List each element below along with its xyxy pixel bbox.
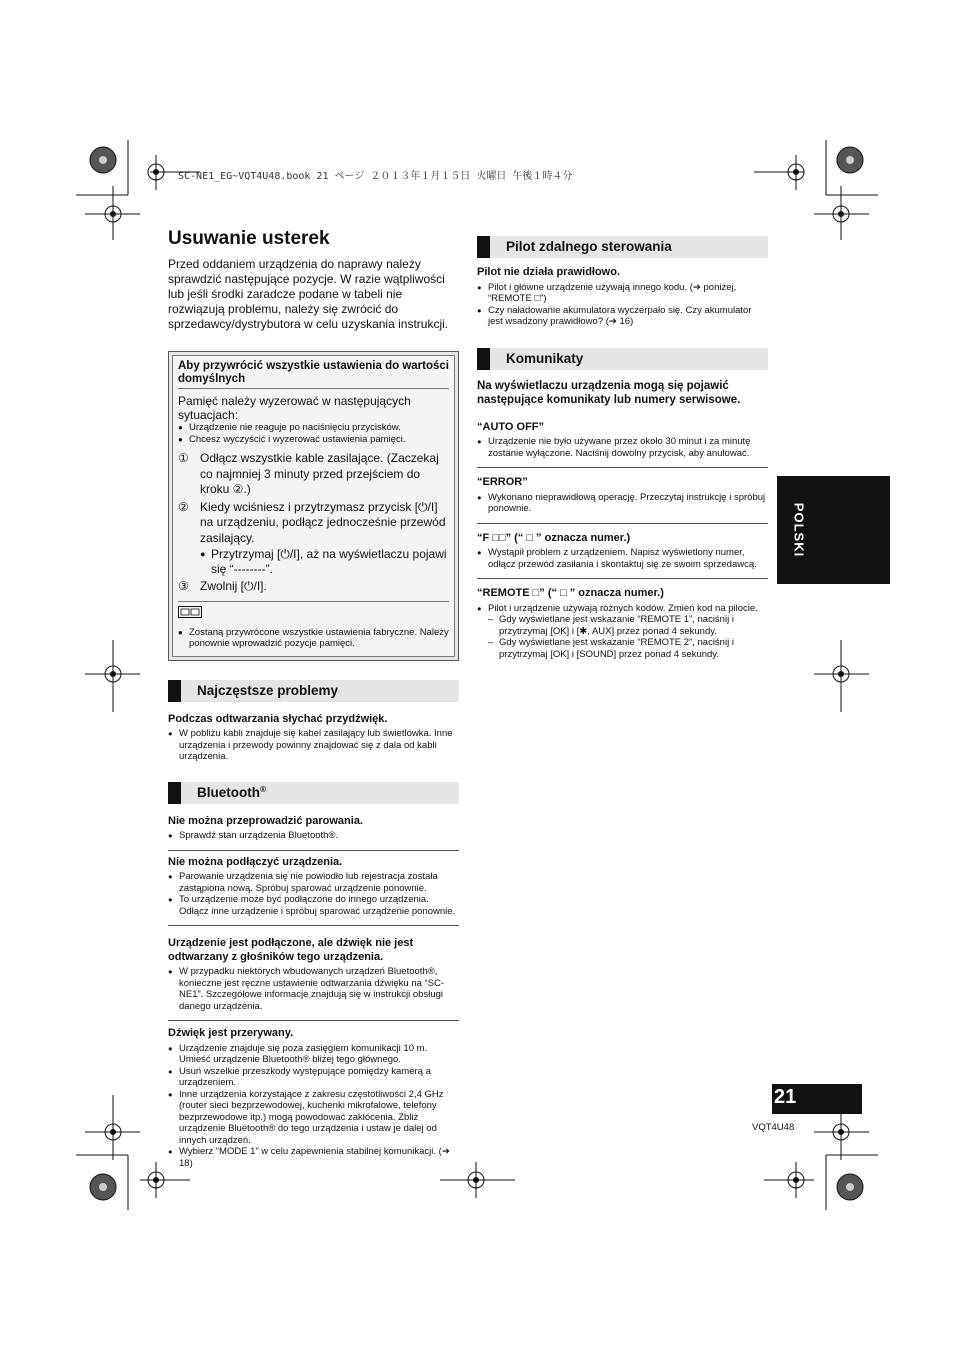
reset-intro: Pamięć należy wyzerować w następujących sytuacjach:	[178, 394, 411, 422]
language-tab-label: POLSKI	[791, 502, 807, 558]
section-remote	[477, 236, 768, 258]
problem-answer: ● Usuń wszelkie przeszkody występujące pomiędzy kamerą a urządzeniem.	[168, 1066, 459, 1089]
print-header: SC-NE1_EG~VQT4U48.book 21 ページ ２０１３年１月１５日 火曜日 午後１時４分	[178, 171, 573, 182]
message-code: “ERROR”	[477, 476, 528, 488]
message-description: – Gdy wyświetlane jest wskazanie “REMOTE 1”, naciśnij i przytrzymaj [OK] i [✱, AUX] przez ponad 4 sekundy.	[477, 614, 768, 637]
doc-code: VQT4U48	[752, 1122, 795, 1133]
problem-answer: ● Urządzenie znajduje się poza zasięgiem komunikacji 10 m. Umieść urządzenie Bluetooth® bliżej tego głównego.	[168, 1043, 459, 1066]
step-number: ③	[178, 579, 189, 593]
section-common	[168, 680, 459, 702]
problem-answer: ● Pilot i główne urządzenie używają innego kodu. (➔ poniżej, “REMOTE □”)	[477, 282, 768, 305]
problem-answer: ● W pobliżu kabli znajduje się kabel zasilający lub świetlówka. Inne urządzenia i przewody powinny znajdować się z dala od kabli urządzenia.	[168, 728, 459, 763]
step-text: Kiedy wciśniesz i przytrzymasz przycisk [⏻/I] na urządzeniu, podłącz jednocześnie przewód zasilający.	[200, 499, 446, 545]
problem-answer: ● Czy naładowanie akumulatora wyczerpało się. Czy akumulator jest wsadzony prawidłowo? (➔ 16)	[477, 305, 768, 328]
problem-answer: ● W przypadku niektórych wbudowanych urządzeń Bluetooth®, konieczne jest ręczne ustawienie odtwarzania dźwięku na “SC-NE1”. Szczegółowe informacje znajdują się w instrukcji obsługi danego urządzenia.	[168, 966, 459, 1012]
problem-question: Urządzenie jest podłączone, ale dźwięk nie jest odtwarzany z głośników tego urządzenia.	[168, 937, 414, 963]
section-heading: Bluetooth®	[197, 784, 266, 800]
right-column	[477, 236, 768, 660]
message-description: – Gdy wyświetlane jest wskazanie “REMOTE 2”, naciśnij i przytrzymaj [OK] i [SOUND] przez ponad 4 sekundy.	[477, 637, 768, 660]
intro-text: Przed oddaniem urządzenia do naprawy należy sprawdzić następujące pozycje. W razie wątpliwości lub jeśli środki zaradcze podane w tabeli nie rozwiązują problemu, należy się zwrócić do sprzedawcy/dystrybutora w celu uzyskania instrukcji.	[168, 257, 449, 331]
message-code: “REMOTE □” (“ □ ” oznacza numer.)	[477, 587, 664, 599]
message-description: ● Wykonano nieprawidłową operację. Przeczytaj instrukcję i spróbuj ponownie.	[477, 492, 768, 515]
problem-question: Dźwięk jest przerywany.	[168, 1027, 294, 1039]
message-description: ● Wystąpił problem z urządzeniem. Napisz wyświetlony numer, odłącz przewód zasilania i skontaktuj się ze swoim sprzedawcą.	[477, 547, 768, 570]
step-number: ①	[178, 451, 189, 465]
section-messages	[477, 348, 768, 370]
language-tab	[777, 476, 890, 584]
page-number-box	[772, 1084, 862, 1114]
reset-step	[178, 500, 449, 578]
reset-step	[178, 579, 449, 595]
step-text: Zwolnij [⏻/I].	[200, 579, 267, 593]
reset-step	[178, 451, 449, 498]
page-title: Usuwanie usterek	[168, 228, 330, 249]
note-text: ● Zostaną przywrócone wszystkie ustawienia fabryczne. Należy ponownie wprowadzić pozycje pamięci.	[178, 627, 449, 650]
book-note-icon	[178, 606, 202, 618]
messages-intro: Na wyświetlaczu urządzenia mogą się pojawić następujące komunikaty lub numery serwisowe.	[477, 379, 741, 406]
reset-heading: Aby przywrócić wszystkie ustawienia do wartości domyślnych	[178, 360, 449, 389]
message-description: ● Pilot i urządzenie używają różnych kodów. Zmień kod na pilocie.	[477, 603, 768, 615]
section-bluetooth	[168, 782, 459, 804]
message-code: “AUTO OFF”	[477, 420, 545, 433]
reset-bullet: ● Chcesz wyczyścić i wyzerować ustawienia pamięci.	[178, 434, 449, 446]
problem-answer: ● Sprawdź stan urządzenia Bluetooth®.	[168, 830, 459, 842]
problem-answer: ● Parowanie urządzenia się nie powiodło lub rejestracja została zastąpiona nową. Spróbuj sparować urządzenie ponownie.	[168, 871, 459, 894]
problem-answer: ● Wybierz “MODE 1” w celu zapewnienia stabilnej komunikacji. (➔ 18)	[168, 1146, 459, 1169]
problem-question: Pilot nie działa prawidłowo.	[477, 266, 621, 278]
section-heading: Najczęstsze problemy	[197, 682, 339, 698]
problem-question: Podczas odtwarzania słychać przydźwięk.	[168, 712, 388, 725]
section-heading: Komunikaty	[506, 350, 584, 366]
reset-steps	[178, 451, 449, 595]
reset-box	[168, 351, 459, 661]
reset-note	[178, 601, 449, 650]
page-number: 21	[774, 1086, 797, 1108]
message-description: ● Urządzenie nie było używane przez około 30 minut i za minutę zostanie wyłączone. Naciśnij dowolny przycisk, aby anulować.	[477, 436, 768, 459]
problem-question: Nie można podłączyć urządzenia.	[168, 855, 343, 868]
problem-question: Nie można przeprowadzić parowania.	[168, 814, 363, 827]
section-heading: Pilot zdalnego sterowania	[506, 239, 672, 254]
problem-answer: ● To urządzenie może być podłączone do innego urządzenia. Odłącz inne urządzenie i spróbuj sparować urządzenie ponownie.	[168, 894, 459, 917]
step-text: Odłącz wszystkie kable zasilające. (Zaczekaj co najmniej 3 minuty przed przejściem do kroku ②.)	[200, 451, 439, 496]
step-number: ②	[178, 499, 189, 514]
message-code: “F □□” (“ □ ” oznacza numer.)	[477, 531, 631, 544]
left-column	[168, 228, 459, 1169]
step-subitem: ● Przytrzymaj [⏻/I], aż na wyświetlaczu pojawi się “--------”.	[200, 547, 449, 577]
problem-answer: ● Inne urządzenia korzystające z zakresu częstotliwości 2,4 GHz (router sieci bezprzewodowej, kuchenki mikrofalowe, telefony bezprzewodowe itp.) mogą powodować zakłócenia. Zbliż urządzenie Bluetooth® do tego urządzenia i ustaw je dalej od innych urządzeń.	[168, 1089, 459, 1147]
reset-bullet: ● Urządzenie nie reaguje po naciśnięciu przycisków.	[178, 422, 449, 434]
